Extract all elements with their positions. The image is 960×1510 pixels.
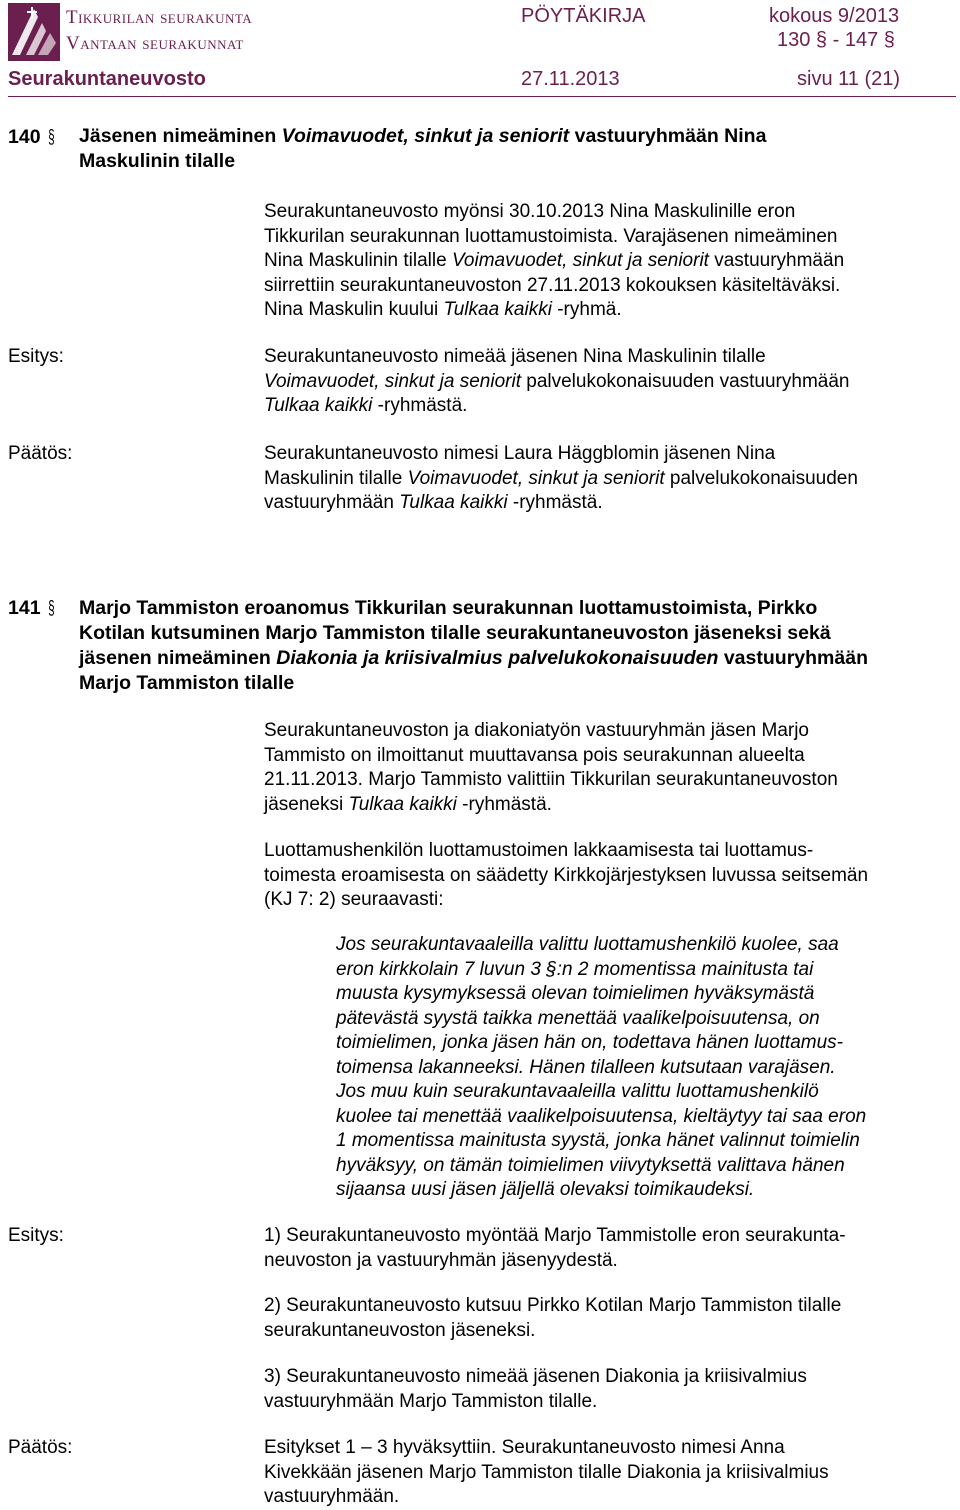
- quote-line: kuolee tai menettää vaalikelpoisuutensa, kieltäytyy tai saa eron: [336, 1105, 867, 1127]
- quote-line: muusta kysymyksessä olevan toimielimen hyväksymästä: [336, 983, 815, 1004]
- meeting-date: 27.11.2013: [521, 68, 620, 90]
- org-name-line1: Tikkurilan seurakunta: [66, 7, 253, 28]
- section-141-esitys-label: Esitys:: [8, 1225, 64, 1246]
- section-141-esitys-item-2: 2) Seurakuntaneuvosto kutsuu Pirkko Kotilan Marjo Tammiston tilalle seurakuntaneuvoston jäseneksi.: [264, 1295, 842, 1341]
- quote-line: Jos seurakuntavaaleilla valittu luottamushenkilö kuolee, saa: [336, 934, 839, 955]
- page-number: sivu 11 (21): [797, 68, 901, 90]
- section-141-background: Seurakuntaneuvoston ja diakoniatyön vastuuryhmän jäsen Marjo Tammisto on ilmoittanut muuttavansa pois seurakunnan alueelta 21.11.2013. Marjo Tammisto valittiin Tikkurilan seurakuntaneuvoston jäseneksi Tulkaa kaikki -ryhmästä.: [264, 720, 838, 815]
- section-140-paatos-label: Päätös:: [8, 443, 73, 464]
- law-quote: [336, 933, 946, 1203]
- quote-line: 1 momentissa mainitusta syystä, jonka hänet valinnut toimielin: [336, 1130, 860, 1151]
- section-140-esitys-label: Esitys:: [8, 346, 64, 367]
- section-141-law-intro: Luottamushenkilön luottamustoimen lakkaamisesta tai luottamus- toimesta eroamisesta on säädetty Kirkkojärjestyksen luvussa seitsemän (KJ 7: 2) seuraavasti:: [264, 840, 869, 910]
- section-140-paatos: Seurakuntaneuvosto nimesi Laura Häggblomin jäsenen Nina Maskulinin tilalle Voimavuodet, sinkut ja seniorit palvelukokonaisuuden vastuuryhmään Tulkaa kaikki -ryhmästä.: [264, 443, 858, 513]
- quote-line: toimensa lakanneeksi. Hänen tilalleen kutsutaan varajäsen.: [336, 1056, 836, 1078]
- quote-line: sijaansa uusi jäsen jäljellä olevaksi toimikaudeksi.: [336, 1179, 755, 1200]
- quote-line: toimielimen, jonka jäsen hän on, todettava hänen luottamus-: [336, 1032, 843, 1053]
- section-141-number: 141 §: [8, 597, 55, 619]
- section-141-esitys-item-1: 1) Seurakuntaneuvosto myöntää Marjo Tammistolle eron seurakunta- neuvoston ja vastuuryhmän jäsenyydestä.: [264, 1225, 846, 1271]
- church-logo-icon: [8, 3, 60, 61]
- section-141-paatos-label: Päätös:: [8, 1437, 73, 1458]
- meeting-number: kokous 9/2013: [769, 5, 900, 27]
- section-140-background: Seurakuntaneuvosto myönsi 30.10.2013 Nina Maskulinille eron Tikkurilan seurakunnan luottamustoimista. Varajäsenen nimeäminen Nina Maskulinin tilalle Voimavuodet, sinkut ja seniorit vastuuryhmään siirrettiin seurakuntaneuvoston 27.11.2013 kokouksen käsiteltäväksi. Nina Maskulin kuului Tulkaa kaikki -ryhmä.: [264, 201, 845, 320]
- section-141-title: Marjo Tammiston eroanomus Tikkurilan seurakunnan luottamustoimista, Pirkko Kotilan kutsuminen Marjo Tammiston tilalle seurakuntaneuvoston jäseneksi sekä jäsenen nimeäminen Diakonia ja kriisivalmius palvelukokonaisuuden vastuuryhmään Marjo Tammiston tilalle: [79, 597, 868, 694]
- body-name: Seurakuntaneuvosto: [8, 68, 206, 90]
- quote-line: Jos muu kuin seurakuntavaaleilla valittu luottamushenkilö: [336, 1081, 819, 1102]
- section-140-number: 140 §: [8, 126, 55, 148]
- section-140-esitys: Seurakuntaneuvosto nimeää jäsenen Nina Maskulinin tilalle Voimavuodet, sinkut ja seniorit palvelukokonaisuuden vastuuryhmään Tulkaa kaikki -ryhmästä.: [264, 346, 850, 416]
- header-divider: [8, 96, 956, 97]
- section-141-esitys-item-3: 3) Seurakuntaneuvosto nimeää jäsenen Diakonia ja kriisivalmius vastuuryhmään Marjo Tammiston tilalle.: [264, 1366, 807, 1412]
- org-name-line2: Vantaan seurakunnat: [66, 33, 244, 54]
- quote-line: hyväksyy, on tämän toimielimen viivytyksettä valittava hänen: [336, 1154, 845, 1176]
- section-141-paatos: Esitykset 1 – 3 hyväksyttiin. Seurakuntaneuvosto nimesi Anna Kivekkään jäsenen Marjo Tammiston tilalle Diakonia ja kriisivalmius vastuuryhmään.: [264, 1437, 829, 1507]
- section-140-title: Jäsenen nimeäminen Voimavuodet, sinkut ja seniorit vastuuryhmään Nina Maskulinin tilalle: [79, 125, 767, 172]
- section-range: 130 § - 147 §: [777, 29, 895, 51]
- quote-line: pätevästä syystä taikka menettää vaalikelpoisuutensa, on: [336, 1007, 820, 1029]
- quote-line: eron kirkkolain 7 luvun 3 §:n 2 momentissa mainitusta tai: [336, 958, 814, 980]
- document-type: PÖYTÄKIRJA: [521, 5, 646, 27]
